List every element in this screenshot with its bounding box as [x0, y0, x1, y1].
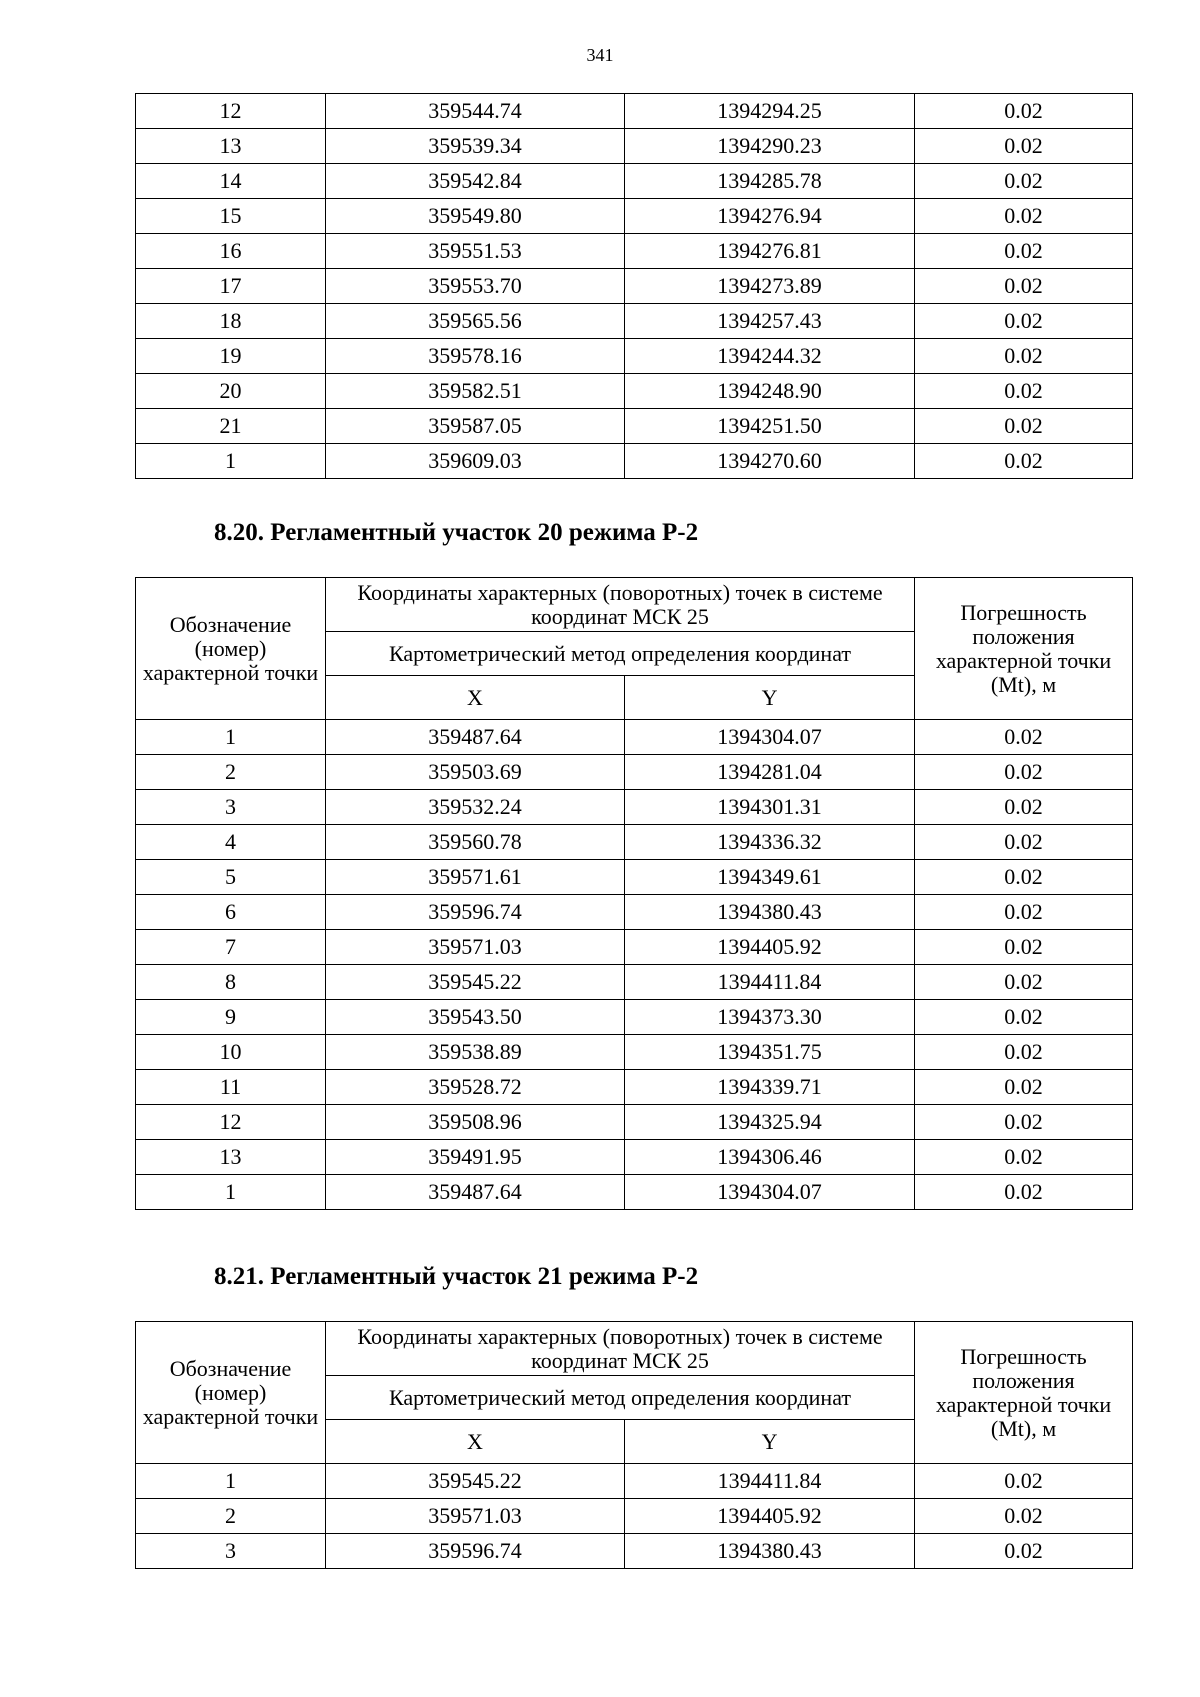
x-coordinate-cell: 359503.69 [326, 755, 625, 790]
point-number-cell: 16 [136, 234, 326, 269]
x-coordinate-cell: 359532.24 [326, 790, 625, 825]
y-coordinate-cell: 1394351.75 [625, 1035, 915, 1070]
y-coordinate-cell: 1394336.32 [625, 825, 915, 860]
x-coordinate-cell: 359582.51 [326, 374, 625, 409]
point-number-cell: 2 [136, 1499, 326, 1534]
point-number-cell: 3 [136, 790, 326, 825]
error-cell: 0.02 [915, 790, 1133, 825]
table-body [136, 1464, 1133, 1569]
table-row [136, 269, 1133, 304]
coordinates-table-continued [135, 93, 1133, 479]
table-row [136, 199, 1133, 234]
error-cell: 0.02 [915, 1534, 1133, 1569]
y-coordinate-cell: 1394411.84 [625, 1464, 915, 1499]
point-number-cell: 6 [136, 895, 326, 930]
table-row [136, 94, 1133, 129]
point-number-cell: 1 [136, 1175, 326, 1210]
x-coordinate-cell: 359508.96 [326, 1105, 625, 1140]
table-row [136, 304, 1133, 339]
x-coordinate-cell: 359596.74 [326, 895, 625, 930]
x-coordinate-cell: 359571.61 [326, 860, 625, 895]
error-column-header: Погрешность положения характерной точки (Mt), м [915, 578, 1133, 720]
x-coordinate-cell: 359571.03 [326, 930, 625, 965]
x-coordinate-cell: 359539.34 [326, 129, 625, 164]
error-cell: 0.02 [915, 1105, 1133, 1140]
section-title-20: 8.20. Регламентный участок 20 режима Р-2 [214, 519, 699, 546]
x-coordinate-cell: 359543.50 [326, 1000, 625, 1035]
error-cell: 0.02 [915, 1140, 1133, 1175]
error-cell: 0.02 [915, 269, 1133, 304]
method-header: Картометрический метод определения координат [326, 1376, 915, 1420]
point-number-cell: 11 [136, 1070, 326, 1105]
table-body [136, 720, 1133, 1210]
point-number-cell: 7 [136, 930, 326, 965]
table-row [136, 444, 1133, 479]
table-row [136, 860, 1133, 895]
y-column-header: Y [625, 1420, 915, 1464]
x-coordinate-cell: 359609.03 [326, 444, 625, 479]
x-coordinate-cell: 359487.64 [326, 1175, 625, 1210]
y-coordinate-cell: 1394380.43 [625, 1534, 915, 1569]
error-cell: 0.02 [915, 755, 1133, 790]
table-row [136, 1105, 1133, 1140]
error-cell: 0.02 [915, 444, 1133, 479]
point-number-cell: 1 [136, 1464, 326, 1499]
point-number-cell: 18 [136, 304, 326, 339]
point-number-cell: 2 [136, 755, 326, 790]
x-coordinate-cell: 359553.70 [326, 269, 625, 304]
table-row [136, 790, 1133, 825]
coordinates-group-header: Координаты характерных (поворотных) точек в системе координат МСК 25 [326, 578, 915, 632]
error-cell: 0.02 [915, 1000, 1133, 1035]
x-coordinate-cell: 359587.05 [326, 409, 625, 444]
table-row [136, 234, 1133, 269]
error-cell: 0.02 [915, 895, 1133, 930]
y-coordinate-cell: 1394411.84 [625, 965, 915, 1000]
point-number-cell: 3 [136, 1534, 326, 1569]
error-cell: 0.02 [915, 164, 1133, 199]
x-coordinate-cell: 359491.95 [326, 1140, 625, 1175]
error-cell: 0.02 [915, 1499, 1133, 1534]
method-header: Картометрический метод определения координат [326, 632, 915, 676]
table-row [136, 409, 1133, 444]
error-cell: 0.02 [915, 129, 1133, 164]
error-column-header: Погрешность положения характерной точки (Mt), м [915, 1322, 1133, 1464]
error-cell: 0.02 [915, 1464, 1133, 1499]
coordinates-table-21 [135, 1321, 1133, 1569]
point-number-cell: 15 [136, 199, 326, 234]
y-coordinate-cell: 1394306.46 [625, 1140, 915, 1175]
error-cell: 0.02 [915, 304, 1133, 339]
x-column-header: X [326, 676, 625, 720]
x-coordinate-cell: 359545.22 [326, 965, 625, 1000]
y-coordinate-cell: 1394294.25 [625, 94, 915, 129]
error-cell: 0.02 [915, 199, 1133, 234]
table-row [136, 1140, 1133, 1175]
error-cell: 0.02 [915, 860, 1133, 895]
y-coordinate-cell: 1394257.43 [625, 304, 915, 339]
y-coordinate-cell: 1394405.92 [625, 930, 915, 965]
error-cell: 0.02 [915, 720, 1133, 755]
x-coordinate-cell: 359544.74 [326, 94, 625, 129]
point-number-cell: 13 [136, 1140, 326, 1175]
x-coordinate-cell: 359549.80 [326, 199, 625, 234]
y-coordinate-cell: 1394276.81 [625, 234, 915, 269]
error-cell: 0.02 [915, 1035, 1133, 1070]
error-cell: 0.02 [915, 234, 1133, 269]
point-number-cell: 14 [136, 164, 326, 199]
table-row [136, 1499, 1133, 1534]
point-column-header: Обозначение (номер) характерной точки [136, 1322, 326, 1464]
table-row [136, 1035, 1133, 1070]
y-coordinate-cell: 1394325.94 [625, 1105, 915, 1140]
point-number-cell: 13 [136, 129, 326, 164]
error-cell: 0.02 [915, 409, 1133, 444]
table-row [136, 1000, 1133, 1035]
y-coordinate-cell: 1394281.04 [625, 755, 915, 790]
coordinates-table-20 [135, 577, 1133, 1210]
error-cell: 0.02 [915, 1070, 1133, 1105]
y-coordinate-cell: 1394304.07 [625, 720, 915, 755]
error-cell: 0.02 [915, 339, 1133, 374]
y-coordinate-cell: 1394349.61 [625, 860, 915, 895]
error-cell: 0.02 [915, 825, 1133, 860]
x-coordinate-cell: 359565.56 [326, 304, 625, 339]
table-row [136, 339, 1133, 374]
table-row [136, 1175, 1133, 1210]
point-number-cell: 1 [136, 720, 326, 755]
section-title-21: 8.21. Регламентный участок 21 режима Р-2 [214, 1263, 699, 1290]
error-cell: 0.02 [915, 94, 1133, 129]
point-number-cell: 5 [136, 860, 326, 895]
table-header [136, 1322, 1133, 1464]
table-row [136, 374, 1133, 409]
x-column-header: X [326, 1420, 625, 1464]
point-number-cell: 19 [136, 339, 326, 374]
table-row [136, 129, 1133, 164]
table-row [136, 1070, 1133, 1105]
y-coordinate-cell: 1394248.90 [625, 374, 915, 409]
table-row [136, 1464, 1133, 1499]
x-coordinate-cell: 359560.78 [326, 825, 625, 860]
page-number: 341 [586, 45, 614, 65]
error-cell: 0.02 [915, 930, 1133, 965]
point-number-cell: 4 [136, 825, 326, 860]
point-number-cell: 17 [136, 269, 326, 304]
point-number-cell: 12 [136, 1105, 326, 1140]
error-cell: 0.02 [915, 374, 1133, 409]
point-number-cell: 21 [136, 409, 326, 444]
point-column-header: Обозначение (номер) характерной точки [136, 578, 326, 720]
table-row [136, 164, 1133, 199]
table-row [136, 825, 1133, 860]
error-cell: 0.02 [915, 1175, 1133, 1210]
y-coordinate-cell: 1394373.30 [625, 1000, 915, 1035]
x-coordinate-cell: 359528.72 [326, 1070, 625, 1105]
table-row [136, 895, 1133, 930]
point-number-cell: 20 [136, 374, 326, 409]
table-row [136, 965, 1133, 1000]
table-body [136, 94, 1133, 479]
y-coordinate-cell: 1394285.78 [625, 164, 915, 199]
point-number-cell: 9 [136, 1000, 326, 1035]
coordinates-group-header: Координаты характерных (поворотных) точек в системе координат МСК 25 [326, 1322, 915, 1376]
y-coordinate-cell: 1394244.32 [625, 339, 915, 374]
point-number-cell: 10 [136, 1035, 326, 1070]
y-coordinate-cell: 1394301.31 [625, 790, 915, 825]
x-coordinate-cell: 359538.89 [326, 1035, 625, 1070]
y-coordinate-cell: 1394380.43 [625, 895, 915, 930]
x-coordinate-cell: 359542.84 [326, 164, 625, 199]
y-coordinate-cell: 1394405.92 [625, 1499, 915, 1534]
y-coordinate-cell: 1394304.07 [625, 1175, 915, 1210]
error-cell: 0.02 [915, 965, 1133, 1000]
point-number-cell: 1 [136, 444, 326, 479]
y-column-header: Y [625, 676, 915, 720]
table-row [136, 930, 1133, 965]
y-coordinate-cell: 1394339.71 [625, 1070, 915, 1105]
x-coordinate-cell: 359487.64 [326, 720, 625, 755]
y-coordinate-cell: 1394276.94 [625, 199, 915, 234]
y-coordinate-cell: 1394270.60 [625, 444, 915, 479]
point-number-cell: 8 [136, 965, 326, 1000]
table-row [136, 1534, 1133, 1569]
y-coordinate-cell: 1394290.23 [625, 129, 915, 164]
table-header [136, 578, 1133, 720]
table-row [136, 755, 1133, 790]
table-row [136, 720, 1133, 755]
x-coordinate-cell: 359551.53 [326, 234, 625, 269]
point-number-cell: 12 [136, 94, 326, 129]
x-coordinate-cell: 359545.22 [326, 1464, 625, 1499]
x-coordinate-cell: 359571.03 [326, 1499, 625, 1534]
y-coordinate-cell: 1394273.89 [625, 269, 915, 304]
x-coordinate-cell: 359596.74 [326, 1534, 625, 1569]
x-coordinate-cell: 359578.16 [326, 339, 625, 374]
y-coordinate-cell: 1394251.50 [625, 409, 915, 444]
